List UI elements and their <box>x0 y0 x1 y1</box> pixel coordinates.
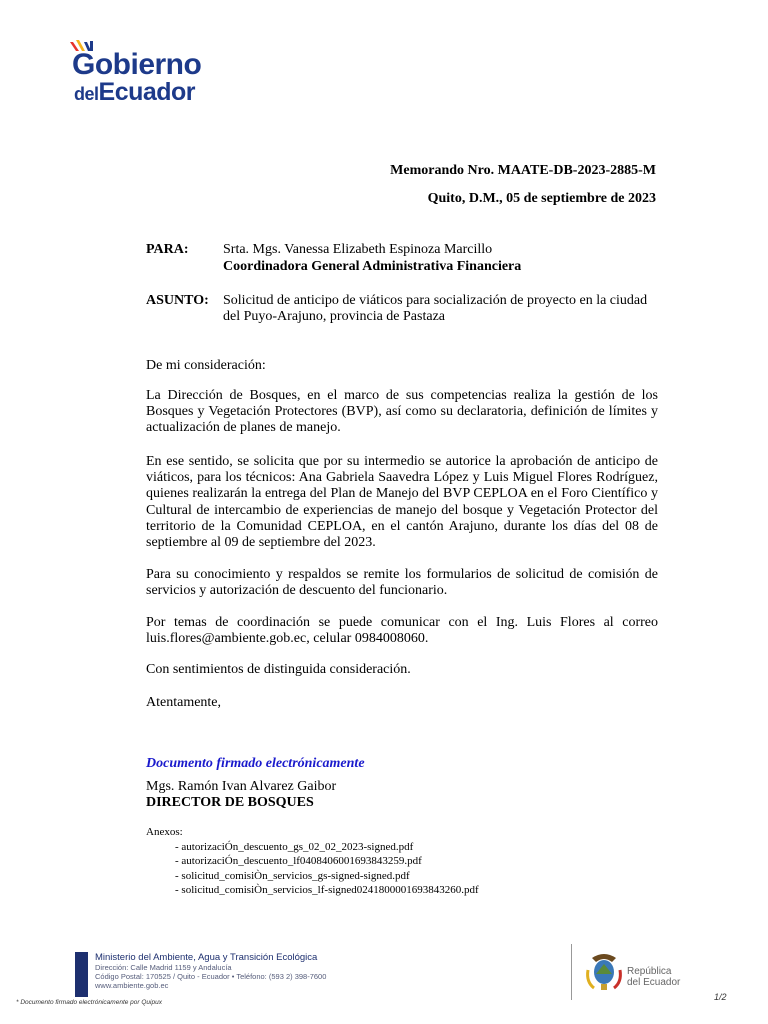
ministry-address: Dirección: Calle Madrid 1159 y Andalucía <box>95 963 232 972</box>
annexes-list <box>146 840 479 898</box>
memo-number: Memorando Nro. MAATE-DB-2023-2885-M <box>390 163 656 178</box>
regards: Atentamente, <box>146 695 222 710</box>
coat-of-arms-icon <box>584 950 624 994</box>
annex-item[interactable]: - solicitud_comisiÒn_servicios_gs-signed-signed.pdf <box>175 869 479 884</box>
footer-divider <box>571 944 572 1000</box>
footer-accent-bar <box>75 952 88 997</box>
annexes <box>146 825 479 898</box>
annex-item[interactable]: - autorizaciÓn_descuento_lf0408406001693843259.pdf <box>175 854 479 869</box>
annexes-label: Anexos: <box>146 826 183 838</box>
para-label: PARA: <box>146 242 189 257</box>
gobierno-ecuador-logo <box>66 38 226 108</box>
para-role: Coordinadora General Administrativa Financiera <box>223 259 522 274</box>
quipux-note: * Documento firmado electrónicamente por Quipux <box>16 999 162 1006</box>
logo-del-ecuador-text: delEcuador <box>74 78 196 106</box>
paragraph-4: Por temas de coordinación se puede comunicar con el Ing. Luis Flores al correo luis.flores@ambiente.gob.ec, celular 0984008060. <box>146 615 658 647</box>
paragraph-2: En ese sentido, se solicita que por su intermedio se autorice la aprobación de anticipo de viáticos, para los técnicos: Ana Gabriela Saavedra López y Luis Miguel Flores Rodríguez, quienes realizarán la entrega del Plan de Manejo del BVP CEPLOA en el Foro Científico y Cultural de intercambio de experiencias de manejo del bosque y Vegetación Protector del territorio de la Comunidad CEPLOA, en el cantón Arajuno, durante los días del 08 de septiembre al 09 de septiembre del 2023. <box>146 454 658 551</box>
closing: Con sentimientos de distinguida consideración. <box>146 662 411 677</box>
republica-ecuador-label: República del Ecuador <box>627 966 681 988</box>
footer-ministry-info <box>95 952 326 990</box>
signed-electronically-note: Documento firmado electrónicamente <box>146 756 365 771</box>
signer-name: Mgs. Ramón Ivan Alvarez Gaibor <box>146 779 337 794</box>
paragraph-3: Para su conocimiento y respaldos se remite los formularios de solicitud de comisión de servicios y autorización de descuento del funcionario. <box>146 567 658 599</box>
paragraph-1: La Dirección de Bosques, en el marco de sus competencias realiza la gestión de los Bosques y Vegetación Protectores (BVP), así como su declaratoria, definición de límites y actualización de planes de manejo. <box>146 388 658 436</box>
page-number: 1/2 <box>714 992 727 1002</box>
annex-item[interactable]: - autorizaciÓn_descuento_gs_02_02_2023-signed.pdf <box>175 840 479 855</box>
annex-item[interactable]: - solicitud_comisiÒn_servicios_lf-signed0241800001693843260.pdf <box>175 883 479 898</box>
asunto-text: Solicitud de anticipo de viáticos para socialización de proyecto en la ciudad del Puyo-Arajuno, provincia de Pastaza <box>223 293 648 324</box>
greeting: De mi consideración: <box>146 358 266 373</box>
logo-gobierno-text: Gobierno <box>72 48 202 81</box>
ministry-website: www.ambiente.gob.ec <box>95 981 169 990</box>
para-name: Srta. Mgs. Vanessa Elizabeth Espinoza Marcillo <box>223 242 493 257</box>
ministry-postal-phone: Código Postal: 170525 / Quito - Ecuador • Teléfono: (593 2) 398-7600 <box>95 972 327 981</box>
memo-date: Quito, D.M., 05 de septiembre de 2023 <box>427 191 656 206</box>
asunto-label: ASUNTO: <box>146 293 209 308</box>
ministry-name: Ministerio del Ambiente, Agua y Transición Ecológica <box>95 952 318 963</box>
signer-title: DIRECTOR DE BOSQUES <box>146 795 314 810</box>
